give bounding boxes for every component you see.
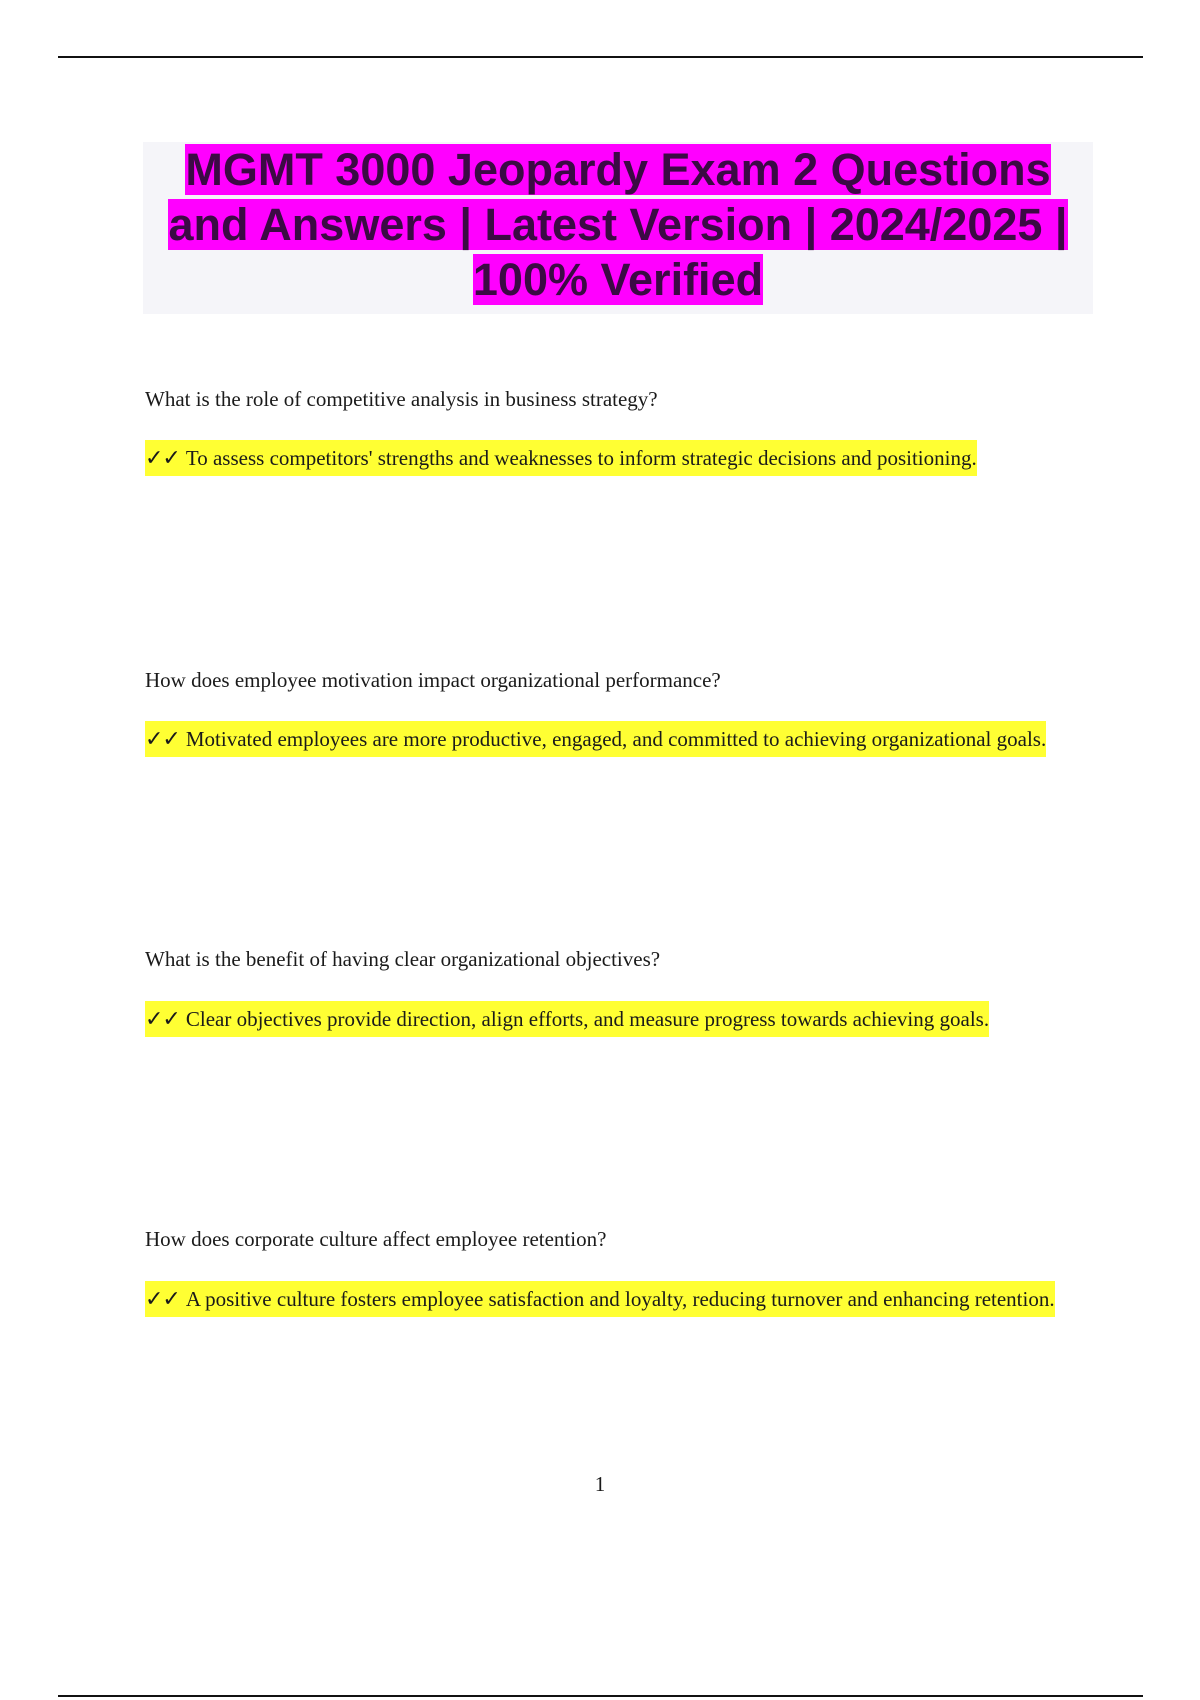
qa-item-1 — [145, 386, 1075, 471]
double-check-icon: ✓✓ — [145, 446, 180, 471]
document-title-text: MGMT 3000 Jeopardy Exam 2 Questions and Answers | Latest Version | 2024/2025 | 100% Verified — [168, 144, 1068, 305]
answer-block — [145, 989, 1075, 1050]
double-check-icon: ✓✓ — [145, 727, 180, 752]
answer-block — [145, 709, 1075, 770]
answer-highlight — [145, 1281, 1055, 1317]
answer-block — [145, 428, 1075, 489]
qa-item-3 — [145, 946, 1075, 1032]
question-text: How does corporate culture affect employee retention? — [145, 1227, 607, 1251]
title-block — [143, 142, 1093, 314]
answer-text: Motivated employees are more productive, engaged, and committed to achieving organizational goals. — [185, 727, 1047, 751]
bottom-rule — [58, 1695, 1143, 1697]
answer-highlight — [145, 1001, 989, 1037]
question-text: What is the benefit of having clear organizational objectives? — [145, 947, 661, 971]
page-number: 1 — [594, 1472, 606, 1496]
answer-block — [145, 1269, 1075, 1330]
double-check-icon: ✓✓ — [145, 1007, 180, 1032]
question-text: How does employee motivation impact organizational performance? — [145, 668, 721, 692]
question-text: What is the role of competitive analysis in business strategy? — [145, 387, 658, 411]
answer-highlight — [145, 440, 977, 476]
answer-highlight — [145, 721, 1046, 757]
top-rule — [58, 56, 1143, 58]
qa-item-2 — [145, 667, 1075, 752]
double-check-icon: ✓✓ — [145, 1287, 180, 1312]
qa-item-4 — [145, 1226, 1075, 1312]
answer-text: A positive culture fosters employee satisfaction and loyalty, reducing turnover and enhancing retention. — [185, 1287, 1055, 1311]
answer-text: To assess competitors' strengths and weaknesses to inform strategic decisions and positioning. — [185, 446, 977, 470]
document-title — [143, 142, 1093, 307]
answer-text: Clear objectives provide direction, align efforts, and measure progress towards achieving goals. — [185, 1007, 990, 1031]
